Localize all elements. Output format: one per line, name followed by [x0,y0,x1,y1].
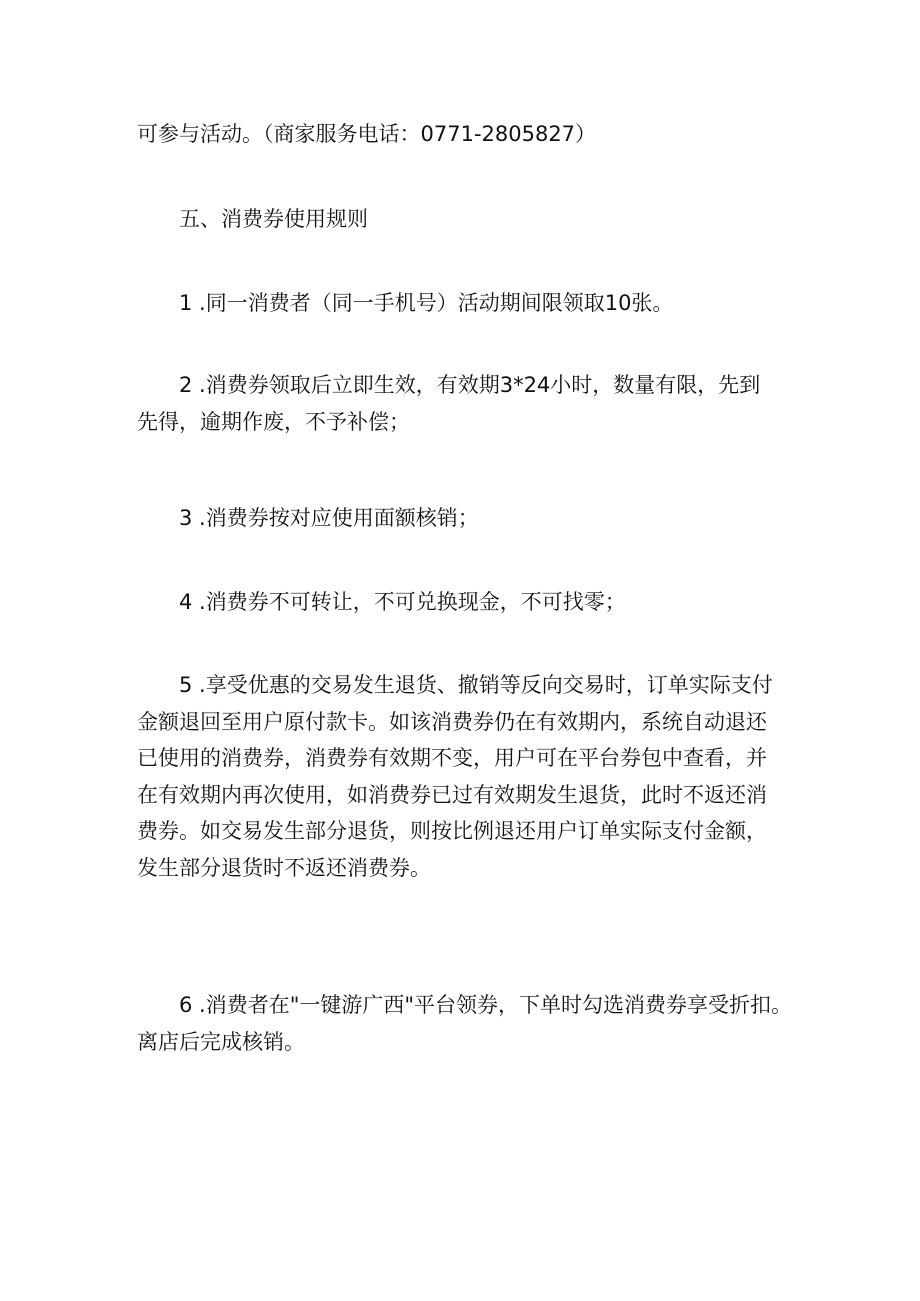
rule-5-line-5: 费券。如交易发生部分退货，则按比例退还用户订单实际支付金额， [137,819,767,843]
rule-2-line-2: 先得，逾期作废，不予补偿； [137,409,410,434]
section-heading-text: 五、消费券使用规则 [179,207,368,231]
intro-tail-paragraph [137,116,792,153]
rule-6-paragraph [137,987,792,1060]
rule-4-line-1: 4 .消费券不可转让，不可兑换现金，不可找零； [179,590,626,614]
rule-5-line-2: 金额退回至用户原付款卡。如该消费券仍在有效期内，系统自动退还 [137,709,767,734]
rule-2-paragraph [137,367,792,440]
rule-6-line-1: 6 .消费者在"一键游广西"平台领券，下单时勾选消费券享受折扣。 [179,993,793,1017]
rule-1-line-1: 1 .同一消费者（同一手机号）活动期间限领取10张。 [179,291,674,315]
intro-tail-line: 可参与活动。（商家服务电话：0771-2805827） [137,122,597,146]
rule-5-line-6: 发生部分退货时不返还消费券。 [137,855,431,880]
rule-3-line-1: 3 .消费券按对应使用面额核销； [179,506,479,530]
rule-5-line-1: 5 .享受优惠的交易发生退货、撤销等反向交易时，订单实际支付 [179,673,773,697]
section-heading [179,201,834,238]
rule-6-line-2: 离店后完成核销。 [137,1029,305,1054]
rule-3-paragraph [179,500,834,537]
rule-1-paragraph [179,285,834,322]
rule-5-paragraph [137,667,792,886]
rule-5-line-3: 已使用的消费券，消费券有效期不变，用户可在平台券包中查看，并 [137,746,767,770]
rule-5-line-4: 在有效期内再次使用，如消费券已过有效期发生退货，此时不返还消 [137,782,767,807]
rule-2-line-1: 2 .消费券领取后立即生效，有效期3*24小时，数量有限，先到 [179,373,761,397]
rule-4-paragraph [179,584,834,621]
